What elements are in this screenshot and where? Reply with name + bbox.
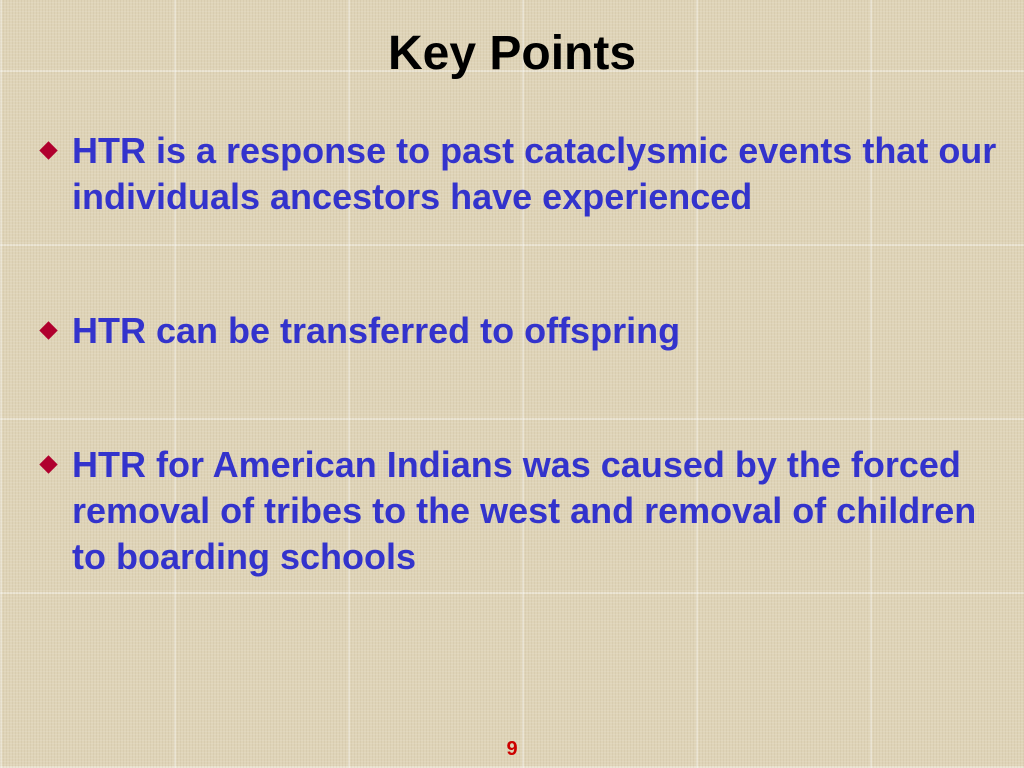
diamond-bullet-icon (40, 322, 57, 339)
slide-title: Key Points (387, 27, 637, 80)
page-number: 9 (506, 738, 518, 760)
diamond-bullet-icon (40, 142, 57, 159)
diamond-bullet-icon (40, 456, 57, 473)
bullet-item (34, 128, 1004, 220)
bullet-text: HTR is a response to past cataclysmic events that our individuals ancestors have experienced (72, 130, 997, 217)
bullet-text: HTR for American Indians was caused by the forced removal of tribes to the west and removal of children to boarding schools (72, 444, 977, 577)
bullet-text: HTR can be transferred to offspring (72, 310, 681, 351)
bullet-item (34, 308, 1004, 354)
bullet-item (34, 442, 1004, 580)
bullet-list (34, 128, 1004, 580)
